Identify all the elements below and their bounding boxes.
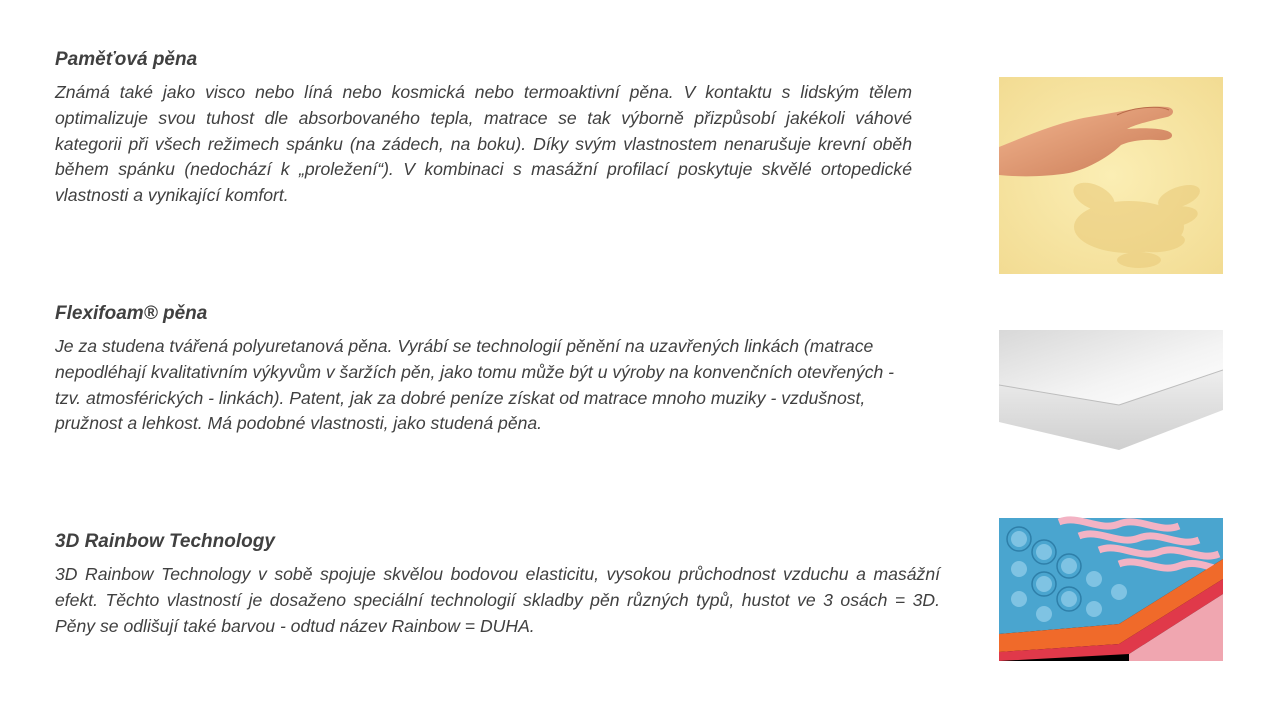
section-body: Známá také jako visco nebo líná nebo kosmická nebo termoaktivní pěna. V kontaktu s lidským tělem optimalizuje svou tuhost dle absorbovaného tepla, matrace se tak výborně přizpůsobí jakékoli váhové kategorii při všech režimech spánku (na zádech, na boku). Díky svým vlastnostem nenarušuje krevní oběh během spánku (nedochází k „proležení“). V kombinaci s masážní profilací poskytuje skvělé ortopedické vlastnosti a vynikající komfort.	[55, 82, 912, 206]
flexifoam-slab-image	[999, 330, 1223, 450]
section-body: 3D Rainbow Technology v sobě spojuje skvělou bodovou elasticitu, vysokou průchodnost vzduchu a masážní efekt. Těchto vlastností je dosaženo speciální technologií skladby pěn různých typů, hustot ve 3 osách = 3D. Pěny se odlišují také barvou - odtud název Rainbow = DUHA.	[55, 564, 940, 636]
memory-foam-hand-print-image	[999, 77, 1223, 274]
section-heading: 3D Rainbow Technology	[55, 531, 275, 552]
section-heading: Paměťová pěna	[55, 49, 198, 70]
section-3d-rainbow	[55, 530, 940, 639]
section-flexifoam	[55, 302, 895, 437]
section-body: Je za studena tvářená polyuretanová pěna. Vyrábí se technologií pěnění na uzavřených linkách (matrace nepodléhají kvalitativním výkyvům v šaržích pěn, jako tomu může být u výroby na konvenčních otevřených - tzv. atmosférických - linkách). Patent, jak za dobré peníze získat od matrace mnoho muziky - vzdušnost, pružnost a lehkost. Má podobné vlastnosti, jako studená pěna.	[55, 336, 895, 434]
section-memory-foam	[55, 48, 912, 209]
section-heading: Flexifoam® pěna	[55, 303, 208, 324]
rainbow-foam-layers-image	[999, 504, 1223, 661]
